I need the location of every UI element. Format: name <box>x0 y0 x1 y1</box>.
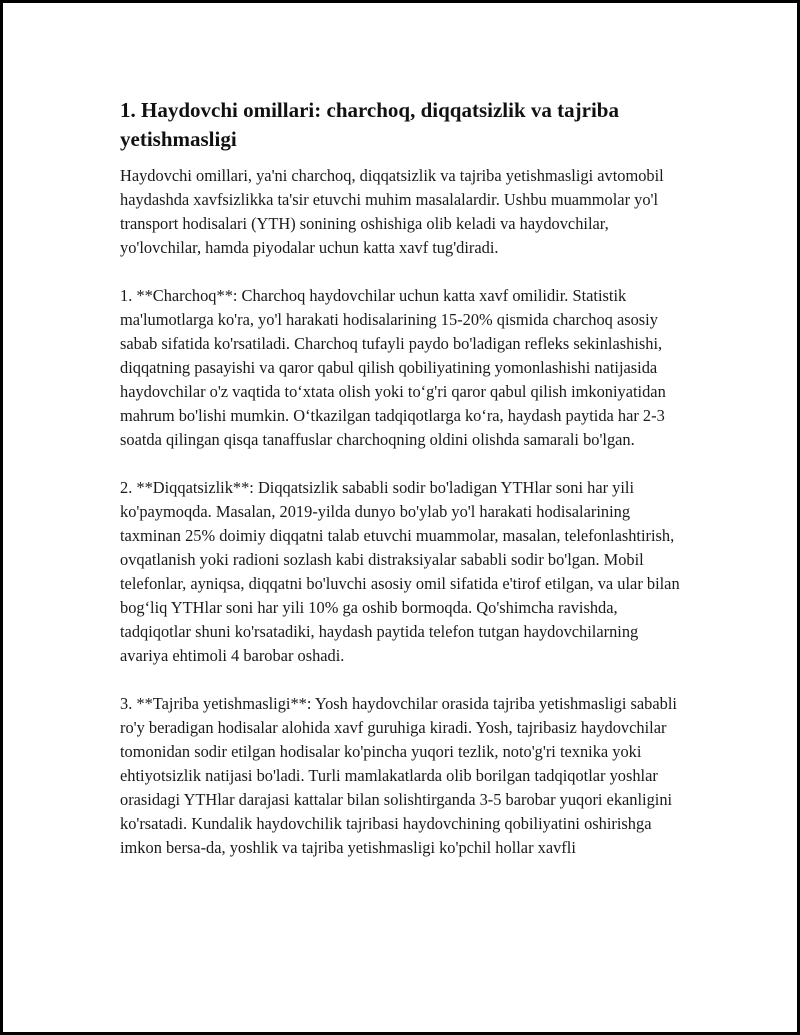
paragraph-tajriba: 3. **Tajriba yetishmasligi**: Yosh haydovchilar orasida tajriba yetishmasligi sababli ro'y beradigan hodisalar alohida xavf guruhiga kiradi. Yosh, tajribasiz haydovchilar tomonidan sodir etilgan hodisalar ko'pincha yuqori tezlik, noto'g'ri texnika yoki ehtiyotsizlik natijasi bo'ladi. Turli mamlakatlarda olib borilgan tadqiqotlar yoshlar orasidagi YTHlar darajasi kattalar bilan solishtirganda 3-5 barobar yuqori ekanligini ko'rsatadi. Kundalik haydovchilik tajribasi haydovchining qobiliyatini oshirishga imkon bersa-da, yoshlik va tajriba yetishmasligi ko'pchil hollar xavfli <box>120 694 677 857</box>
paragraph-charchoq: 1. **Charchoq**: Charchoq haydovchilar uchun katta xavf omilidir. Statistik ma'lumotlarga ko'ra, yo'l harakati hodisalarining 15-20% qismida charchoq asosiy sabab sifatida ko'rsatiladi. Charchoq tufayli paydo bo'ladigan refleks sekinlashishi, diqqatning pasayishi va qaror qabul qilish qobiliyatining yomonlashishi natijasida haydovchilar o'z vaqtida to‘xtata olish yoki to‘g'ri qaror qabul qilish imkoniyatidan mahrum bo'lishi mumkin. O‘tkazilgan tadqiqotlarga ko‘ra, haydash paytida har 2-3 soatda qilingan qisqa tanaffuslar charchoqning oldini olishda samarali bo'lgan. <box>120 286 666 449</box>
section-heading: 1. Haydovchi omillari: charchoq, diqqatsizlik va tajriba yetishmasligi <box>120 98 619 151</box>
document-body <box>120 96 690 884</box>
paragraph-diqqatsizlik: 2. **Diqqatsizlik**: Diqqatsizlik sababli sodir bo'ladigan YTHlar soni har yili ko'paymoqda. Masalan, 2019-yilda dunyo bo'ylab yo'l harakati hodisalarining taxminan 25% doimiy diqqatni talab etuvchi muammolar, masalan, telefonlashtirish, ovqatlanish yoki radioni sozlash kabi distraksiyalar sababli sodir bo'lgan. Mobil telefonlar, ayniqsa, diqqatni bo'luvchi asosiy omil sifatida e'tirof etilgan, va ular bilan bog‘liq YTHlar soni har yili 10% ga oshib bormoqda. Qo'shimcha ravishda, tadqiqotlar shuni ko'rsatadiki, haydash paytida telefon tutgan haydovchilarning avariya ehtimoli 4 barobar oshadi. <box>120 478 680 665</box>
intro-paragraph: Haydovchi omillari, ya'ni charchoq, diqqatsizlik va tajriba yetishmasligi avtomobil haydashda xavfsizlikka ta'sir etuvchi muhim masalalardir. Ushbu muammolar yo'l transport hodisalari (YTH) sonining oshishiga olib keladi va haydovchilar, yo'lovchilar, hamda piyodalar uchun katta xavf tug'diradi. <box>120 166 664 257</box>
